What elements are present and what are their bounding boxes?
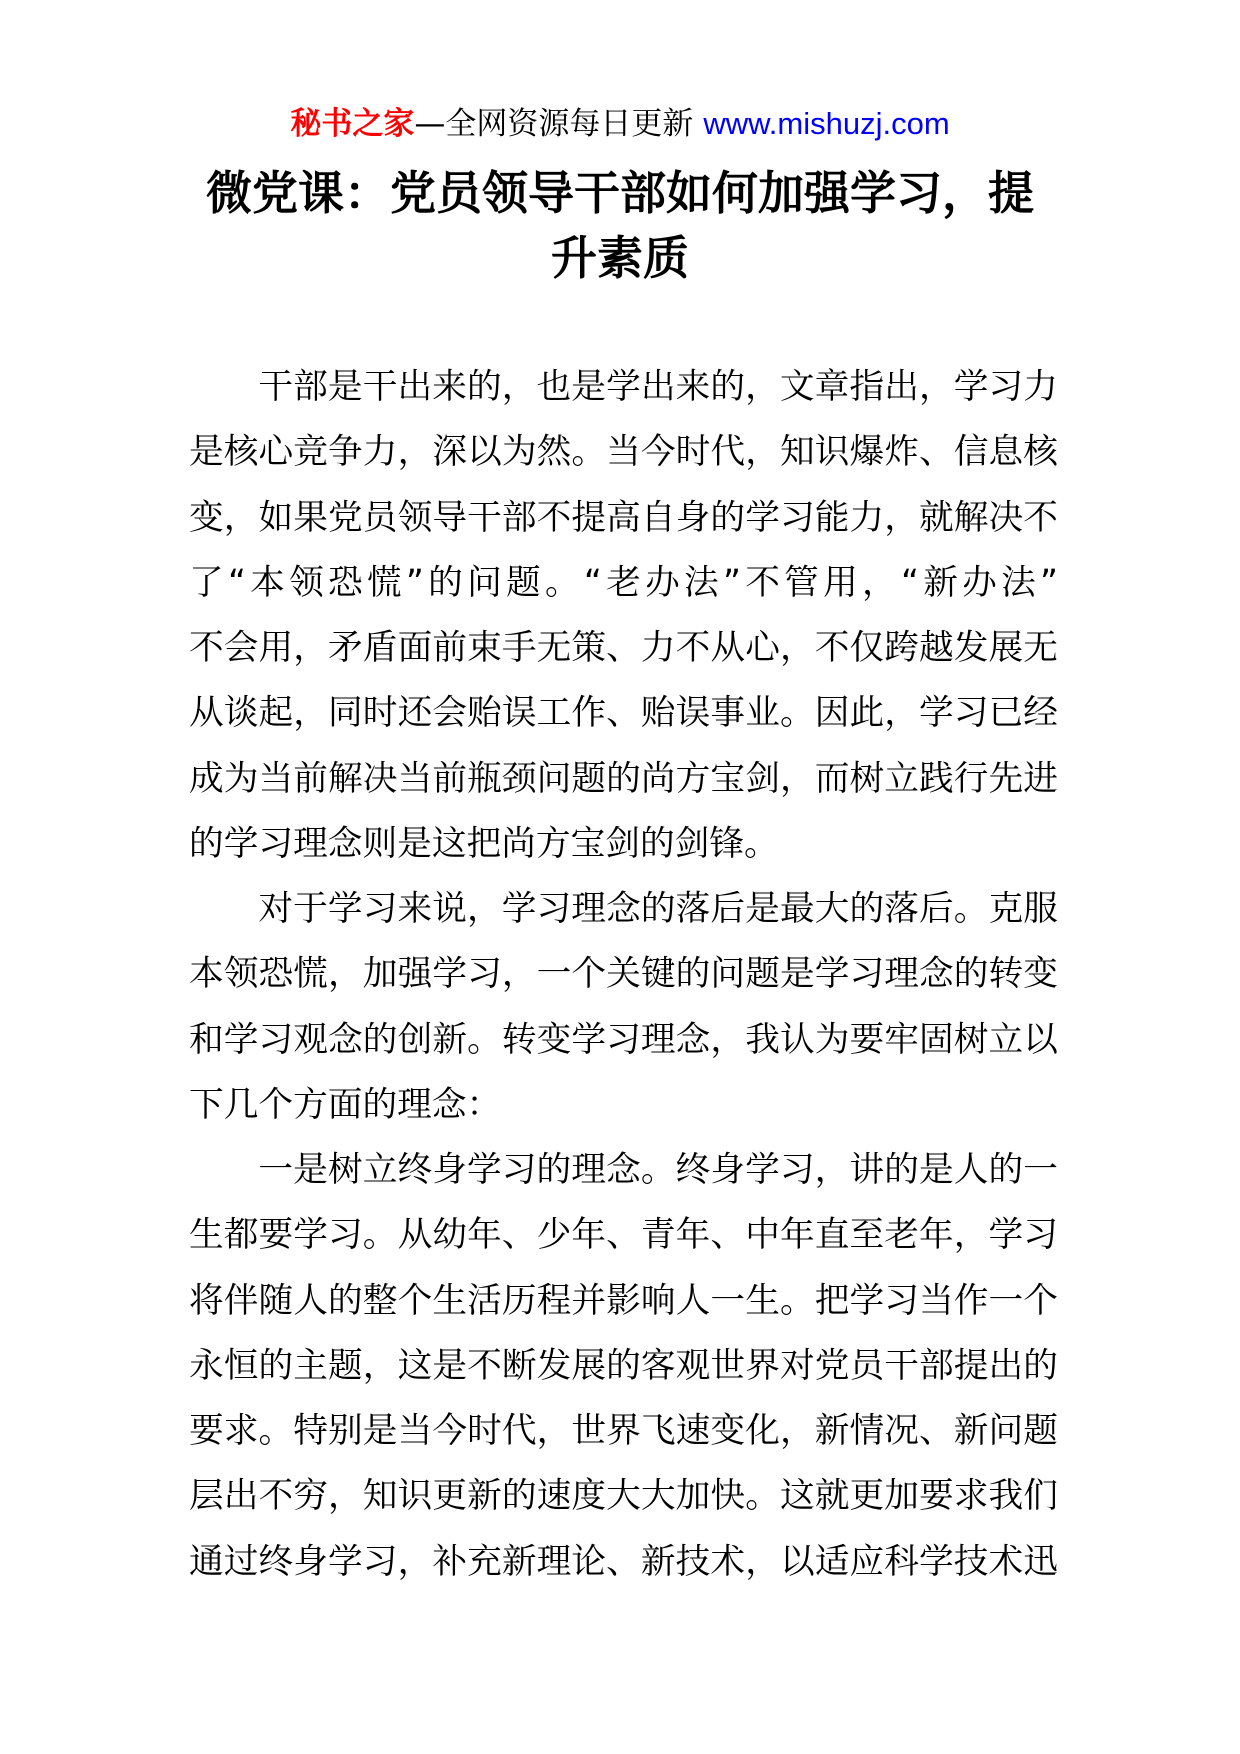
text-line: 通过终身学习，补充新理论、新技术，以适应科学技术迅 (189, 1541, 1058, 1582)
paragraph-2 (189, 877, 1058, 1138)
document-body (189, 355, 1058, 1595)
text-line: 从谈起，同时还会贻误工作、贻误事业。因此，学习已经 (189, 693, 1058, 734)
text-line: 下几个方面的理念： (189, 1084, 502, 1125)
text-line: 永恒的主题，这是不断发展的客观世界对党员干部提出的 (189, 1345, 1058, 1386)
text-line: 生都要学习。从幼年、少年、青年、中年直至老年，学习 (189, 1215, 1058, 1256)
text-line: 的学习理念则是这把尚方宝剑的剑锋。 (189, 823, 779, 864)
text-line: 层出不穷，知识更新的速度大大加快。这就更加要求我们 (189, 1476, 1058, 1517)
text-line: 成为当前解决当前瓶颈问题的尚方宝剑，而树立践行先进 (189, 758, 1058, 799)
paragraph-1 (189, 355, 1058, 877)
text-line: 将伴随人的整个生活历程并影响人一生。把学习当作一个 (189, 1280, 1058, 1321)
text-line: 和学习观念的创新。转变学习理念，我认为要牢固树立以 (189, 1019, 1058, 1060)
paragraph-3 (189, 1138, 1058, 1595)
site-url-link[interactable]: www.mishuzj.com (703, 106, 950, 141)
text-line: 要求。特别是当今时代，世界飞速变化，新情况、新问题 (189, 1411, 1058, 1451)
text-line: 对于学习来说，学习理念的落后是最大的落后。克服 (258, 889, 1058, 929)
title-line: 升素质 (551, 231, 689, 285)
text-line: 变，如果党员领导干部不提高自身的学习能力，就解决不 (189, 497, 1058, 538)
text-line: 一是树立终身学习的理念。终身学习，讲的是人的一 (258, 1150, 1058, 1190)
site-header (0, 104, 1240, 144)
text-line: 是核心竞争力，深以为然。当今时代，知识爆炸、信息核 (189, 432, 1058, 473)
text-line: 本领恐慌，加强学习，一个关键的问题是学习理念的转变 (189, 954, 1058, 995)
text-line: 了“本领恐慌”的问题。“老办法”不管用，“新办法” (189, 562, 1058, 603)
site-brand: 秘书之家 (290, 106, 415, 142)
text-line: 干部是干出来的，也是学出来的，文章指出，学习力 (258, 367, 1058, 407)
site-tagline: —全网资源每日更新 (414, 106, 694, 142)
text-line: 不会用，矛盾面前束手无策、力不从心，不仅跨越发展无 (189, 628, 1058, 668)
title-line: 微党课：党员领导干部如何加强学习，提 (206, 166, 1034, 220)
document-title (0, 161, 1240, 291)
